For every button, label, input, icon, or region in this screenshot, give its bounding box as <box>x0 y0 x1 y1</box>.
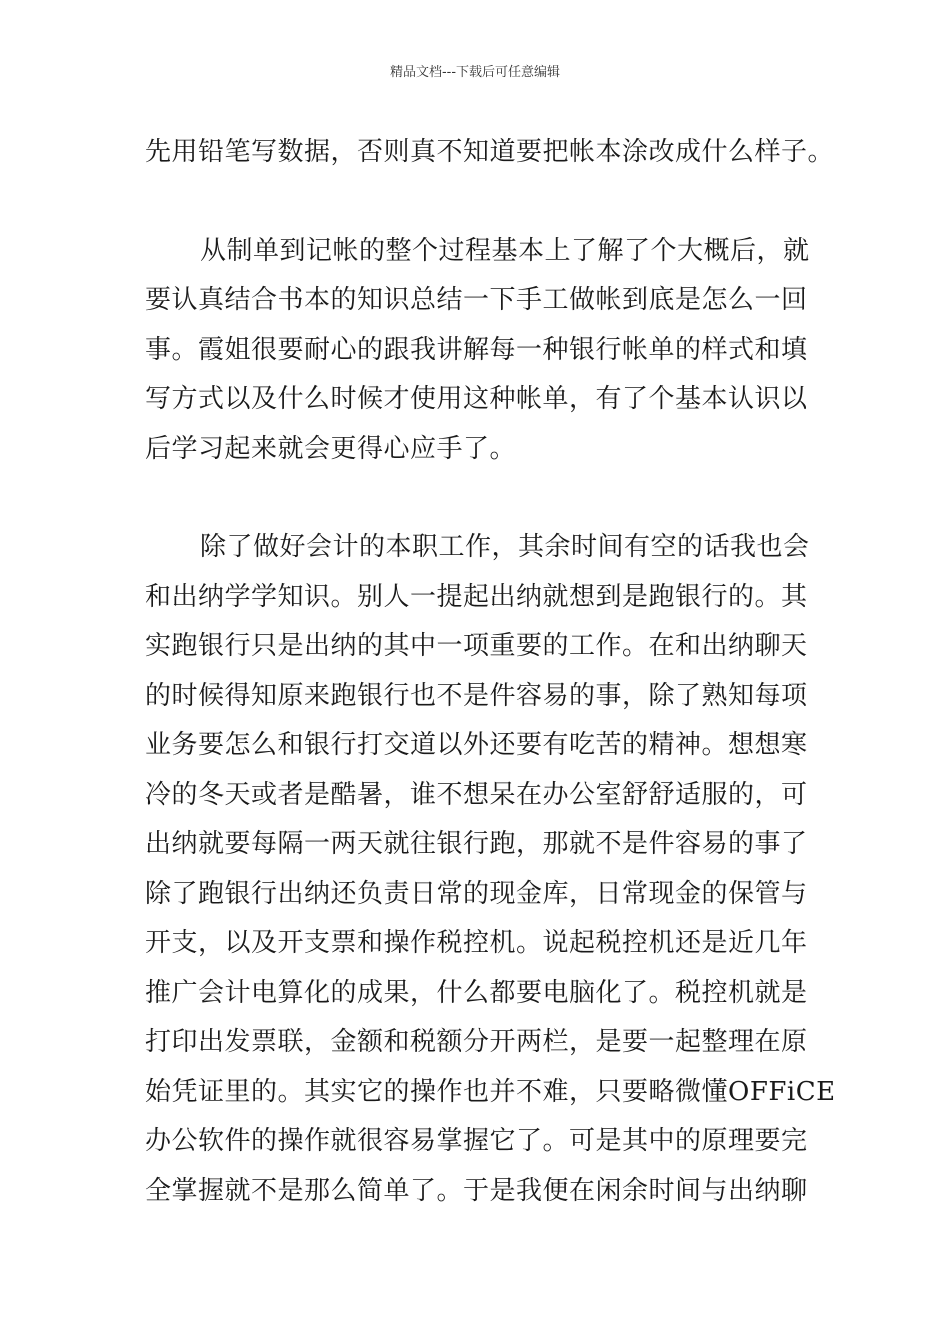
text-line: 从制单到记帐的整个过程基本上了解了个大概后，就 <box>200 235 810 266</box>
document-body <box>145 128 836 1216</box>
text-line: 始凭证里的。其实它的操作也并不难，只要略微懂OFFiCE <box>145 1076 836 1107</box>
text-line: 事。霞姐很要耐心的跟我讲解每一种银行帐单的样式和填 <box>145 334 808 365</box>
text-line: 办公软件的操作就很容易掌握它了。可是其中的原理要完 <box>145 1126 808 1156</box>
text-line: 和出纳学学知识。别人一提起出纳就想到是跑银行的。其 <box>145 581 808 612</box>
text-line: 打印出发票联，金额和税额分开两栏，是要一起整理在原 <box>145 1027 808 1057</box>
text-line: 冷的冬天或者是酷暑，谁不想呆在办公室舒舒适服的，可 <box>145 779 808 810</box>
text-line: 写方式以及什么时候才使用这种帐单，有了个基本认识以 <box>145 384 808 414</box>
text-line: 除了跑银行出纳还负责日常的现金库，日常现金的保管与 <box>145 878 808 909</box>
text-line: 实跑银行只是出纳的其中一项重要的工作。在和出纳聊天 <box>145 631 808 661</box>
text-line: 开支，以及开支票和操作税控机。说起税控机还是近几年 <box>145 928 808 958</box>
text-line: 出纳就要每隔一两天就往银行跑，那就不是件容易的事了 <box>145 829 808 859</box>
paragraph-gap <box>145 474 807 523</box>
paragraph <box>145 523 836 1216</box>
text-line: 业务要怎么和银行打交道以外还要有吃苦的精神。想想寒 <box>145 730 808 760</box>
text-line: 要认真结合书本的知识总结一下手工做帐到底是怎么一回 <box>145 285 808 315</box>
paragraph <box>145 227 810 475</box>
page-header: 精品文档---下载后可任意编辑 <box>389 65 561 80</box>
text-line: 后学习起来就会更得心应手了。 <box>145 433 517 464</box>
text-line: 除了做好会计的本职工作，其余时间有空的话我也会 <box>200 532 810 562</box>
text-line: 先用铅笔写数据，否则真不知道要把帐本涂改成什么样子。 <box>145 137 835 167</box>
paragraph <box>145 128 835 178</box>
paragraph-gap <box>145 178 807 227</box>
text-line: 的时候得知原来跑银行也不是件容易的事，除了熟知每项 <box>145 680 808 711</box>
text-line: 推广会计电算化的成果，什么都要电脑化了。税控机就是 <box>145 977 808 1008</box>
text-line: 全掌握就不是那么简单了。于是我便在闲余时间与出纳聊 <box>145 1175 808 1206</box>
